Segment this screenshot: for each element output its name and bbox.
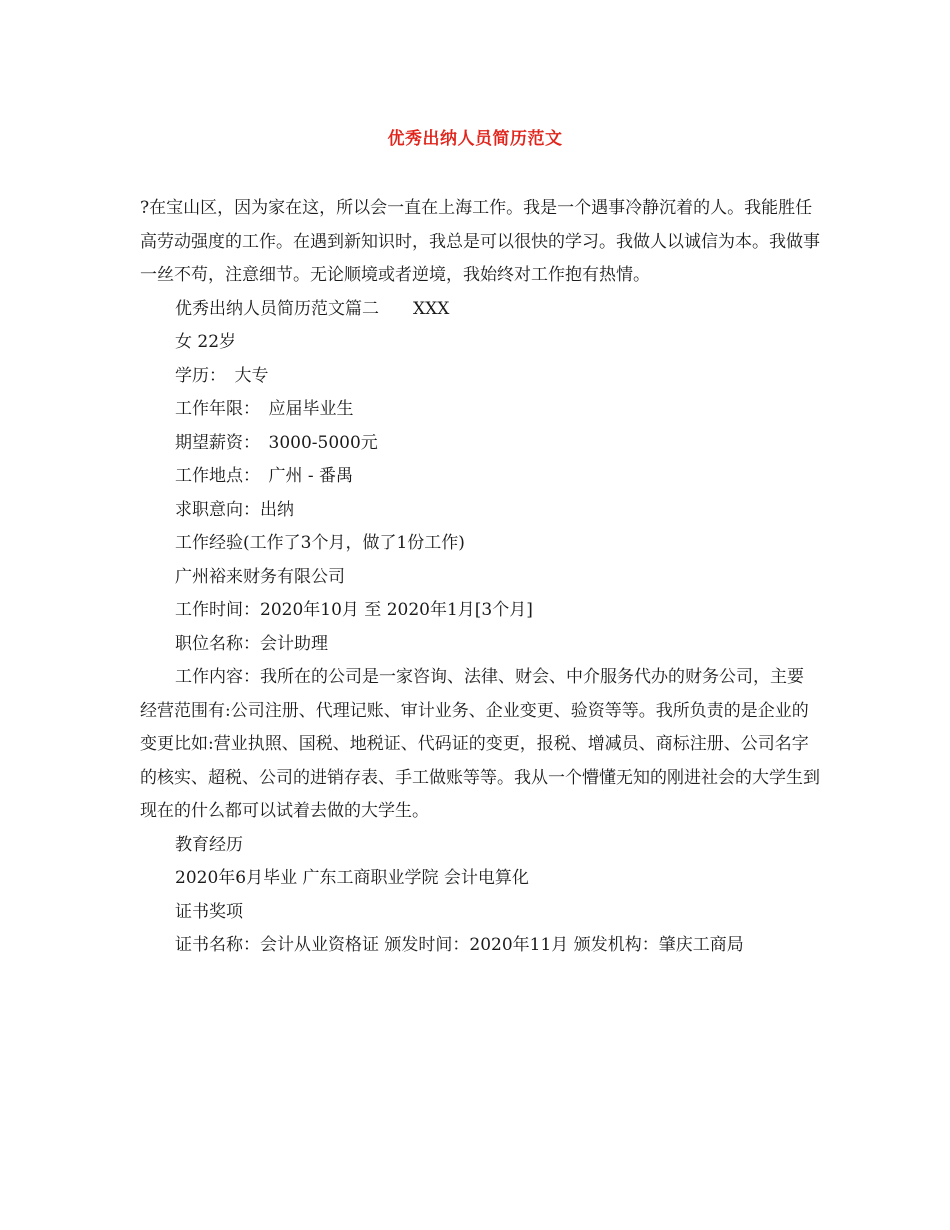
document-body bbox=[140, 192, 820, 963]
resume-heading-line: 优秀出纳人员简历范文篇二 XXX bbox=[175, 298, 450, 319]
certificate-heading: 证书奖项 bbox=[175, 901, 243, 922]
education-line: 2020年6月毕业 广东工商职业学院 会计电算化 bbox=[175, 868, 529, 888]
intro-paragraph: ?在宝山区，因为家在这，所以会一直在上海工作。我是一个遇事冷静沉着的人。我能胜任高劳动强度的工作。在遇到新知识时，我总是可以很快的学习。我做人以诚信为本。我做事一丝不苟，注意细节。无论顺境或者逆境，我始终对工作抱有热情。 bbox=[140, 198, 820, 285]
company-name-line: 广州裕来财务有限公司 bbox=[175, 566, 345, 587]
education-level-line: 学历： 大专 bbox=[175, 365, 269, 386]
work-years-line: 工作年限： 应届毕业生 bbox=[175, 399, 354, 419]
job-intention-line: 求职意向：出纳 bbox=[175, 499, 294, 520]
certificate-line: 证书名称：会计从业资格证 颁发时间：2020年11月 颁发机构：肇庆工商局 bbox=[175, 935, 744, 955]
position-title-line: 职位名称：会计助理 bbox=[175, 633, 328, 654]
work-content-paragraph: 工作内容：我所在的公司是一家咨询、法律、财会、中介服务代办的财务公司，主要经营范围有:公司注册、代理记账、审计业务、企业变更、验资等等。我所负责的是企业的变更比如:营业执照、国税、地税证、代码证的变更，报税、增减员、商标注册、公司名字的核实、超税、公司的进销存表、手工做账等等。我从一个懵懂无知的刚进社会的大学生到现在的什么都可以试着去做的大学生。 bbox=[140, 667, 820, 821]
work-period-line: 工作时间：2020年10月 至 2020年1月[3个月] bbox=[175, 600, 533, 620]
document-title: 优秀出纳人员简历范文 bbox=[387, 129, 563, 149]
education-heading: 教育经历 bbox=[175, 834, 243, 855]
work-experience-line: 工作经验(工作了3个月，做了1份工作) bbox=[175, 533, 465, 553]
work-location-line: 工作地点： 广州 - 番禺 bbox=[175, 466, 354, 486]
expected-salary-line: 期望薪资： 3000-5000元 bbox=[175, 432, 378, 453]
gender-age-line: 女 22岁 bbox=[175, 332, 237, 352]
